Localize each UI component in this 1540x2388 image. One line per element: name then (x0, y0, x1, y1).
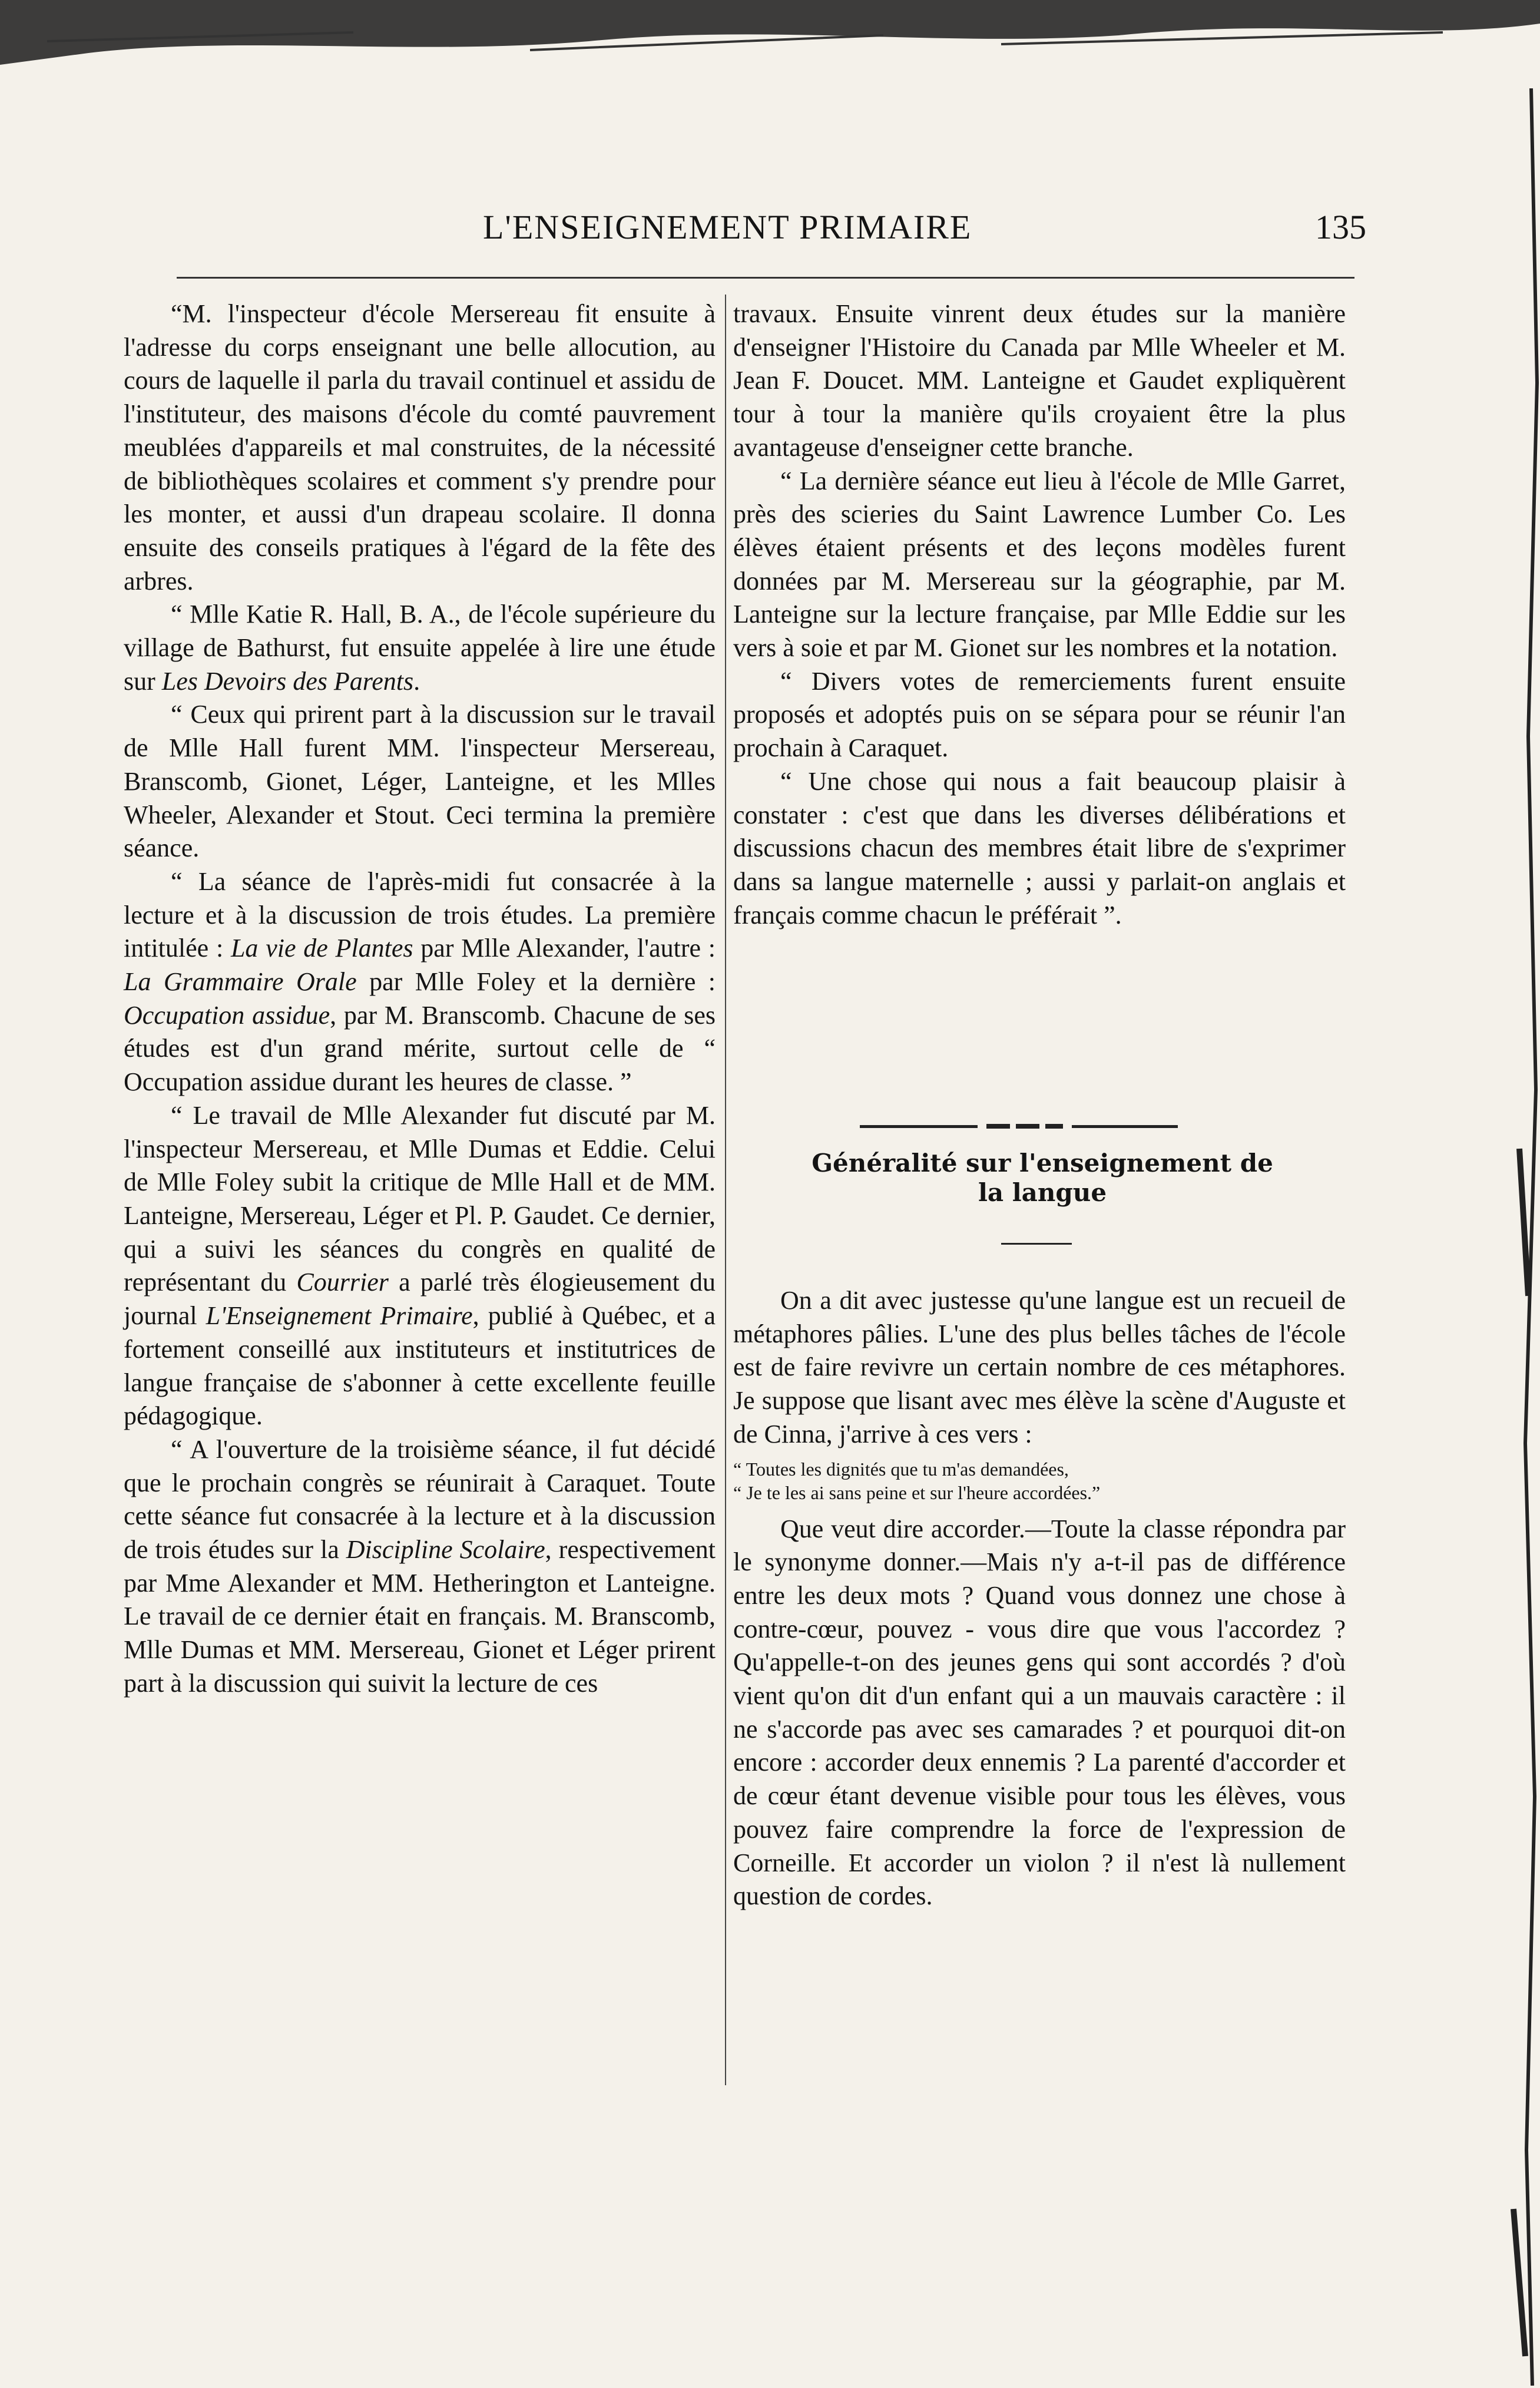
heading-line: Généralité sur l'enseignement de (812, 1149, 1273, 1178)
text-run: par Mlle Foley et la dernière : (356, 967, 716, 997)
text-run: “ La séance de l'après-midi fut consacrée à la lecture et à la discussion de trois études. La première intitulée : (124, 866, 716, 963)
verse-line: “ Je te les ai sans peine et sur l'heure accordées.” (733, 1481, 1101, 1503)
paragraph (124, 865, 716, 1099)
verse-line: “ Toutes les dignités que tu m'as demandées, (733, 1458, 1069, 1480)
paragraph: “ Ceux qui prirent part à la discussion sur le travail de Mlle Hall furent MM. l'inspecteur Mersereau, Branscomb, Gionet, Léger, Lanteigne, et les Mlles Wheeler, Alexander et Stout. Ceci termina la première séance. (124, 700, 716, 863)
paragraph: “M. l'inspecteur d'école Mersereau fit ensuite à l'adresse du corps enseignant une belle allocution, au cours de laquelle il parla du travail continuel et assidu de l'instituteur, des maisons d'école du comté pauvrement meublées d'appareils et mal construites, de la nécessité de bibliothèques scolaires et comment s'y prendre pour les monter, et aussi d'un drapeau scolaire. Il donna ensuite des conseils pratiques à l'égard de la fête des arbres. (124, 299, 716, 596)
paragraph: On a dit avec justesse qu'une langue est un recueil de métaphores pâlies. L'une des plus belles tâches de l'école est de faire revivre un certain nombre de ces métaphores. Je suppose que lisant avec mes élève la scène d'Auguste et de Cinna, j'arrive à ces vers : (733, 1286, 1346, 1448)
paragraph (124, 598, 716, 698)
text-run: , publié à Québec, et a fortement conseillé aux instituteurs et institutrices de langue française de s'abonner à cette excellente feuille pédagogique. (124, 1301, 716, 1431)
torn-top-edge (0, 0, 1540, 94)
text-run: “ Le travail de Mlle Alexander fut discuté par M. l'inspecteur Mersereau, et Mlle Dumas et Eddie. Celui de Mlle Foley subit la critique de Mlle Hall et de MM. Lanteigne, Mersereau, Léger et Pl. P. Gaudet. Ce dernier, qui a suivi les séances du congrès en qualité de représentant du (124, 1100, 716, 1297)
text-run: par Mlle Alexander, l'autre : (413, 934, 716, 963)
running-title: L'ENSEIGNEMENT PRIMAIRE (483, 208, 972, 246)
work-title: Courrier (296, 1268, 389, 1297)
paragraph: “ La dernière séance eut lieu à l'école de Mlle Garret, près des scieries du Saint Lawrence Lumber Co. Les élèves étaient présents et des leçons modèles furent données par M. Mersereau sur la géographie, par M. Lanteigne sur la lecture française, par Mlle Eddie sur les vers à soie et par M. Gionet sur les nombres et la notation. (733, 466, 1346, 663)
text-run: a parlé très élogieusement du journal (124, 1268, 716, 1331)
work-title: La Grammaire Orale (124, 967, 357, 997)
paragraph (124, 1099, 716, 1433)
right-column (733, 297, 1346, 932)
paragraph: “ Divers votes de remerciements furent ensuite proposés et adoptés puis on se sépara pour se réunir l'an prochain à Caraquet. (733, 666, 1346, 763)
paragraph: “ Une chose qui nous a fait beaucoup plaisir à constater : c'est que dans les diverses délibérations et discussions chacun des membres était libre de s'exprimer dans sa langue maternelle ; aussi y parlait-on anglais et français comme chacun le préférait ”. (733, 766, 1346, 930)
work-title: Les Devoirs des Parents (161, 666, 414, 696)
header-rule (177, 277, 1354, 279)
text-run: , respectivement par Mme Alexander et MM. Hetherington et Lanteigne. Le travail de ce dernier était en français. M. Branscomb, Mlle Dumas et MM. Mersereau, Gionet et Léger prirent part à la discussion qui suivit la lecture de ces (124, 1535, 716, 1698)
ornamental-rule (860, 1122, 1178, 1130)
heading-line: la langue (978, 1178, 1107, 1207)
text-run: . (413, 666, 420, 696)
column-divider (725, 295, 726, 2085)
work-title: La vie de Plantes (230, 934, 413, 963)
paragraph (124, 1433, 716, 1701)
section-heading (754, 1149, 1331, 1208)
work-title: Occupation assidue (124, 1000, 330, 1030)
page-number: 135 (1315, 208, 1366, 246)
text-run: , par M. Branscomb. Chacune de ses études est d'un grand mérite, surtout celle de “ Occupation assidue durant les heures de classe. ” (124, 1000, 716, 1097)
work-title: Discipline Scolaire (346, 1535, 545, 1565)
work-title: L'Enseignement Primaire (206, 1301, 473, 1331)
section-body (733, 1284, 1346, 1913)
paragraph: Que veut dire accorder.—Toute la classe répondra par le synonyme donner.—Mais n'y a-t-il pas de différence entre les deux mots ? Quand vous donnez une chose à contre-cœur, pouvez - vous dire que vous l'accordez ? Qu'appelle-t-on des jeunes gens qui sont accordés ? d'où vient qu'on dit d'un enfant qui a un mauvais caractère : il ne s'accorde pas avec ses camarades ? et pourquoi dit-on encore : accorder deux ennemis ? La parenté d'accorder et de cœur étant devenue visible pour tous les élèves, vous pouvez faire comprendre la force de l'expression de Corneille. Et accorder un violon ? il n'est là nullement question de cordes. (733, 1514, 1346, 1911)
right-edge-marks (1496, 88, 1540, 2386)
text-run: “ A l'ouverture de la troisième séance, il fut décidé que le prochain congrès se réunirait à Caraquet. Toute cette séance fut consacrée à la lecture et à la discussion de trois études sur la (124, 1434, 716, 1565)
left-column (124, 297, 716, 1701)
verse-quote (733, 1457, 1346, 1504)
short-rule (1001, 1243, 1072, 1245)
paragraph: travaux. Ensuite vinrent deux études sur la manière d'enseigner l'Histoire du Canada par Mlle Wheeler et M. Jean F. Doucet. MM. Lanteigne et Gaudet expliquèrent tour à tour la manière qu'ils croyaient être la plus avantageuse d'enseigner cette branche. (733, 299, 1346, 462)
text-run: “ Mlle Katie R. Hall, B. A., de l'école supérieure du village de Bathurst, fut ensuite appelée à lire une étude sur (124, 600, 716, 696)
